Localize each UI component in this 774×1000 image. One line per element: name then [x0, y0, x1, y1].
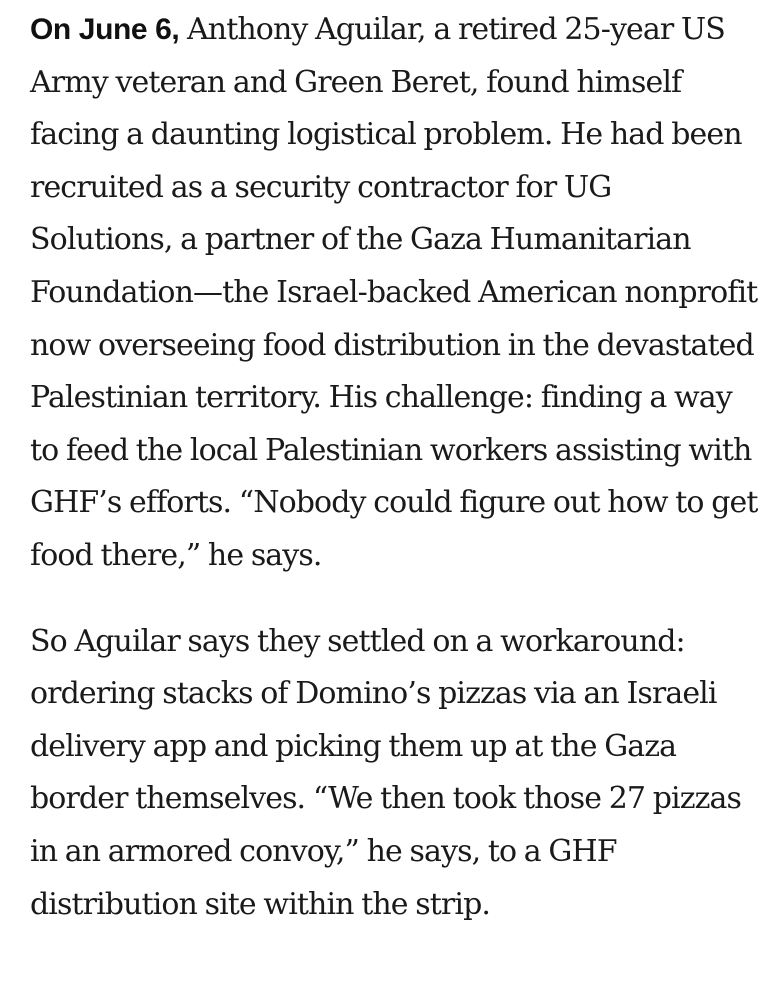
article-body — [30, 4, 760, 931]
paragraph-1-text: Anthony Aguilar, a retired 25-year US Army veteran and Green Beret, found himself facing a daunting logistical problem. He had been recruited as a security contractor for UG Solutions, a partner of the Gaza Humanitarian Foundation—the Israel-backed American nonprofit now overseeing food distribution in the devastated Palestinian territory. His challenge: finding a way to feed the local Palestinian workers assisting with GHF’s efforts. “Nobody could figure out how to get food there,” he says. — [30, 12, 758, 573]
paragraph-2-text: So Aguilar says they settled on a workaround: ordering stacks of Domino’s pizzas via an Israeli delivery app and picking them up at the Gaza border themselves. “We then took those 27 pizzas in an armored convoy,” he says, to a GHF distribution site within the strip. — [30, 623, 741, 922]
paragraph-1 — [30, 4, 760, 583]
paragraph-2 — [30, 616, 760, 932]
lede-dateline: On June 6, — [30, 13, 180, 46]
